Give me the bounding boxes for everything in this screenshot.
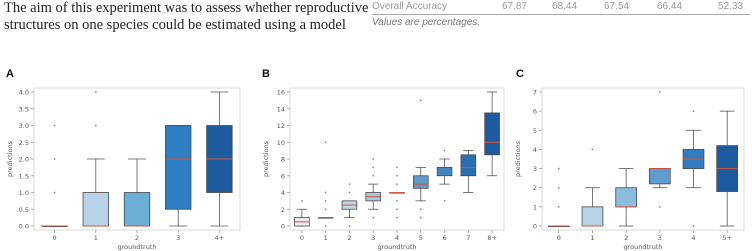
y-tick-label: 8 [280,155,285,164]
boxplot-a [0,60,248,250]
x-tick-label: 7 [466,234,471,242]
box [616,188,637,207]
outlier-point [396,208,398,210]
outlier-point [349,183,351,185]
outlier-point [54,125,56,127]
x-tick-label: 3 [176,234,181,242]
x-tick-label: 3 [657,234,662,242]
outlier-point [693,110,695,112]
x-tick-label: 5 [418,234,423,242]
y-tick-label: 3.0 [18,122,29,130]
x-axis-label: groundtruth [117,243,157,251]
y-tick-label: 0 [532,222,537,231]
box [582,207,603,226]
table-cell: 68.44 [552,1,578,12]
y-tick-label: 2 [280,205,285,214]
y-tick-label: 14 [276,105,285,114]
outlier-point [444,200,446,202]
x-tick-label: 6 [442,234,447,242]
y-tick-label: 3 [532,165,537,174]
x-tick-label: 4 [691,234,696,242]
outlier-point [325,200,327,202]
outlier-point [558,187,560,189]
box [461,155,476,176]
boxplot-b [256,60,510,250]
outlier-point [659,206,661,208]
outlier-point [95,125,97,127]
y-tick-label: 0.5 [18,205,29,214]
table-note: Values are percentages. [372,17,481,28]
outlier-point [396,166,398,168]
y-axis-label: predictions [6,141,14,177]
outlier-point [349,225,351,227]
y-axis-label: predictions [262,141,270,177]
outlier-point [396,175,398,177]
box [165,126,191,210]
x-tick-label: 0 [52,234,57,242]
y-tick-label: 0 [280,222,285,231]
outlier-point [54,158,56,160]
y-tick-label: 6 [532,107,537,116]
body-text [4,0,369,34]
y-tick-label: 2 [532,184,537,193]
x-tick-label: 4 [394,234,400,242]
plot-frame [542,88,744,230]
y-tick-label: 1.0 [18,189,29,197]
x-tick-label: 4+ [214,234,225,242]
x-tick-label: 0 [556,234,561,242]
table-row-label: Overall Accuracy [372,1,448,12]
x-tick-label: 1 [93,234,98,242]
outlier-point [372,217,374,219]
outlier-point [396,200,398,202]
y-tick-label: 0.0 [18,222,29,231]
chart-panel-b [256,60,510,250]
table-cell: 67.87 [502,1,528,12]
outlier-point [372,166,374,168]
outlier-point [301,200,303,202]
box [649,169,670,184]
body-text-line-2: structures on one species could be estimated using a model [4,17,346,33]
x-tick-label: 1 [590,234,595,242]
outlier-point [420,208,422,210]
panel-label-b: B [262,68,270,80]
y-axis-label: predictions [514,141,522,177]
outlier-point [325,192,327,194]
outlier-point [349,192,351,194]
box [83,193,109,227]
boxplot-c [512,60,752,250]
outlier-point [396,217,398,219]
x-tick-label: 3 [371,234,376,242]
y-tick-label: 5 [532,126,537,135]
y-tick-label: 10 [276,138,285,147]
outlier-point [325,141,327,143]
x-tick-label: 8+ [487,234,497,242]
table-rule [372,14,750,15]
y-tick-label: 1 [532,203,537,212]
table-cell: 67.54 [604,1,630,12]
y-tick-label: 4 [280,189,285,197]
x-axis-label: groundtruth [623,243,663,251]
y-tick-label: 12 [276,122,285,130]
panel-label-a: A [6,68,14,80]
x-tick-label: 2 [624,234,629,242]
outlier-point [54,192,56,194]
y-tick-label: 3.5 [18,105,29,114]
outlier-point [372,158,374,160]
outlier-point [325,225,327,227]
y-tick-label: 6 [280,172,285,181]
table-fragment [372,0,750,34]
outlier-point [592,149,594,151]
outlier-point [396,183,398,185]
box [413,176,428,189]
chart-panel-a [0,60,248,250]
x-tick-label: 2 [134,234,140,242]
outlier-point [444,150,446,152]
outlier-point [693,225,695,227]
y-tick-label: 2.5 [18,138,29,147]
panel-label-c: C [516,68,524,80]
outlier-point [95,91,97,93]
y-tick-label: 1.5 [18,172,29,181]
y-tick-label: 4.0 [18,88,29,97]
box [124,193,150,227]
box [485,113,500,155]
x-axis-label: groundtruth [377,243,417,251]
outlier-point [420,217,422,219]
x-tick-label: 5+ [722,234,732,242]
table-cell: 66.44 [657,1,683,12]
table-cell: 52.33 [718,1,744,12]
table-row [372,0,750,14]
x-tick-label: 1 [323,234,328,242]
x-tick-label: 0 [299,234,304,242]
outlier-point [558,168,560,170]
body-text-line-1: The aim of this experiment was to assess whether reproductive [4,0,369,16]
y-tick-label: 4 [532,145,537,154]
y-tick-label: 16 [276,88,285,97]
outlier-point [372,175,374,177]
x-tick-label: 2 [347,234,352,242]
y-tick-label: 2.0 [18,155,29,164]
chart-panel-c [512,60,752,250]
outlier-point [659,91,661,93]
y-tick-label: 7 [532,88,537,97]
outlier-point [558,206,560,208]
outlier-point [420,99,422,101]
outlier-point [325,208,327,210]
